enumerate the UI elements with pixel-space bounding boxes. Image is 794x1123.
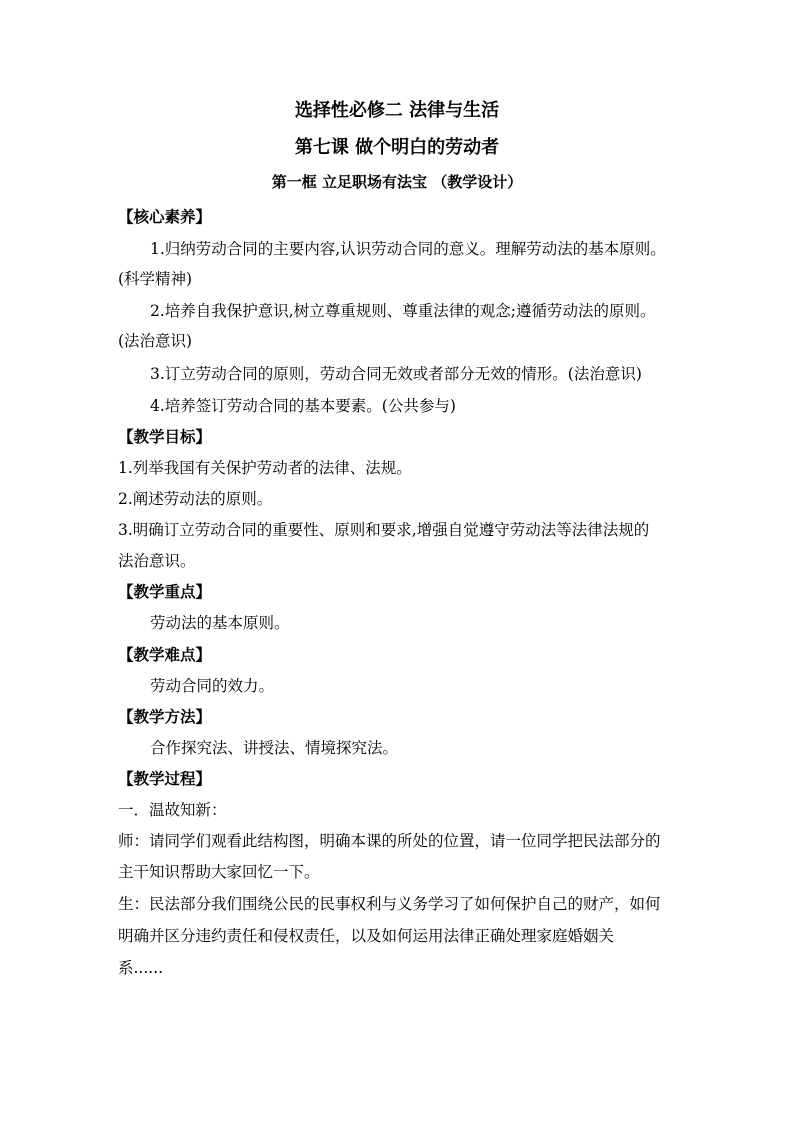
process-student-line-3: 系...... — [118, 959, 164, 977]
core-literacy-item-4: 4.培养签订劳动合同的基本要素。(公共参与) — [150, 397, 456, 415]
lesson-title: 第七课 做个明白的劳动者 — [294, 137, 500, 158]
process-student-line-2: 明确并区分违约责任和侵权责任，以及如何运用法律正确处理家庭婚姻关 — [118, 927, 615, 945]
core-literacy-item-3: 3.订立劳动合同的原则，劳动合同无效或者部分无效的情形。(法治意识) — [150, 365, 642, 383]
methods-heading: 【教学方法】 — [118, 707, 212, 726]
process-student-line-1: 生：民法部分我们围绕公民的民事权利与义务学习了如何保护自己的财产，如何 — [118, 895, 661, 913]
document-title: 选择性必修二 法律与生活 — [294, 100, 500, 121]
difficulties-heading: 【教学难点】 — [118, 645, 212, 664]
process-teacher-line-1: 师：请同学们观看此结构图，明确本课的所处的位置，请一位同学把民法部分的 — [118, 832, 661, 850]
key-points-text: 劳动法的基本原则。 — [150, 614, 290, 632]
objectives-item-3-line-1: 3.明确订立劳动合同的重要性、原则和要求,增强自觉遵守劳动法等法律法规的 — [118, 521, 650, 539]
process-heading: 【教学过程】 — [118, 769, 212, 788]
difficulties-text: 劳动合同的效力。 — [150, 677, 275, 695]
core-literacy-item-1-line-2: (科学精神) — [118, 270, 193, 288]
section-title: 第一框 立足职场有法宝 （教学设计） — [271, 173, 523, 191]
objectives-heading: 【教学目标】 — [118, 427, 212, 446]
objectives-item-1: 1.列举我国有关保护劳动者的法律、法规。 — [118, 459, 412, 477]
process-step-1: 一．温故知新： — [118, 801, 227, 819]
methods-text: 合作探究法、讲授法、情境探究法。 — [150, 739, 399, 757]
core-literacy-heading: 【核心素养】 — [118, 207, 212, 226]
core-literacy-item-1-line-1: 1.归纳劳动合同的主要内容,认识劳动合同的意义。理解劳动法的基本原则。 — [150, 240, 666, 258]
objectives-item-2: 2.阐述劳动法的原则。 — [118, 490, 273, 508]
core-literacy-item-2-line-2: (法治意识) — [118, 332, 193, 350]
core-literacy-item-2-line-1: 2.培养自我保护意识,树立尊重规则、尊重法律的观念;遵循劳动法的原则。 — [150, 302, 656, 320]
process-teacher-line-2: 主干知识帮助大家回忆一下。 — [118, 863, 320, 881]
objectives-item-3-line-2: 法治意识。 — [118, 552, 196, 570]
key-points-heading: 【教学重点】 — [118, 582, 212, 601]
